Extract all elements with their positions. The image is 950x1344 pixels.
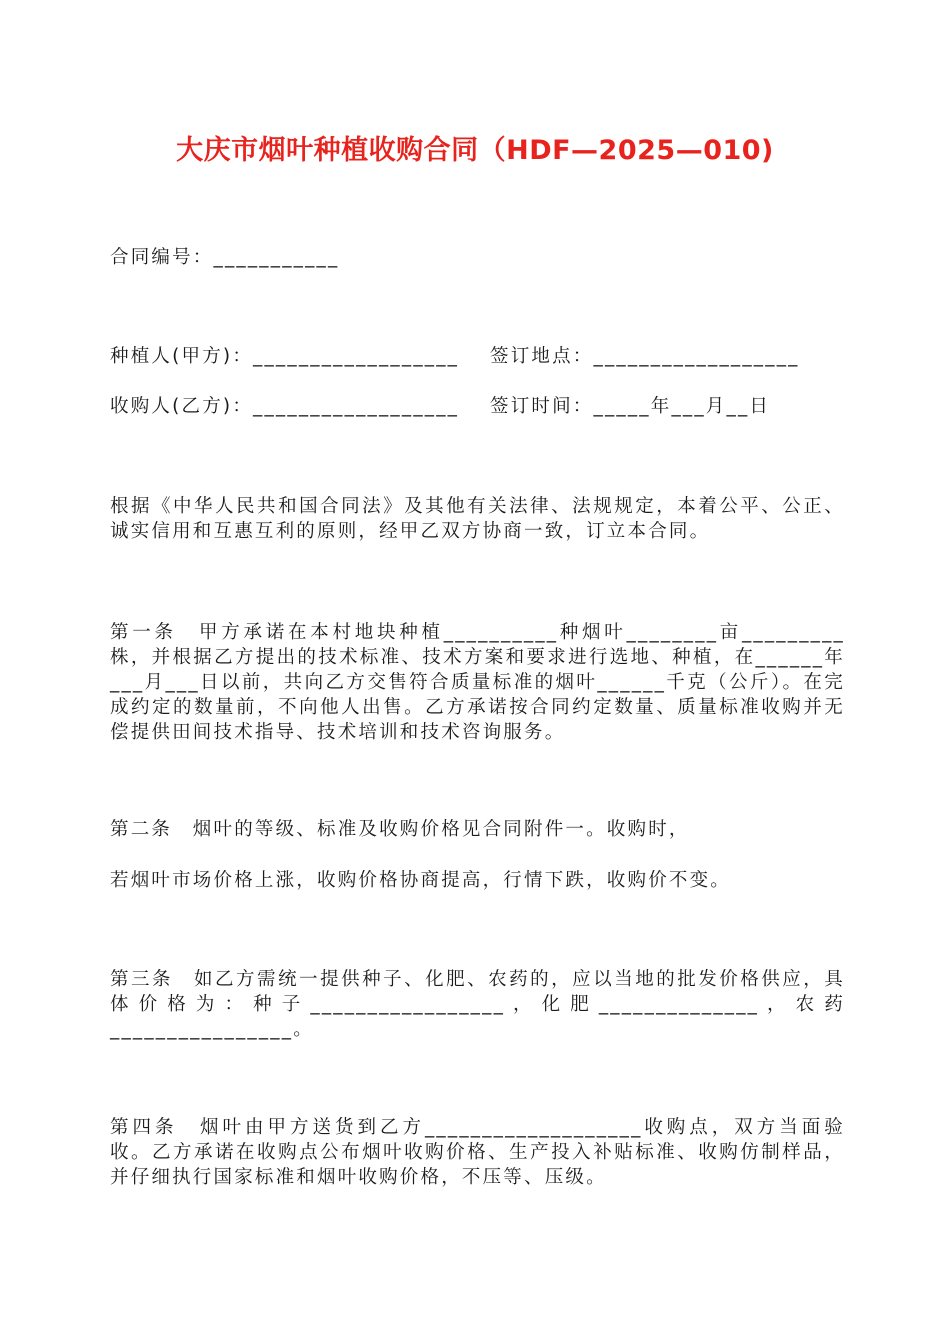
preamble-paragraph: 根据《中华人民共和国合同法》及其他有关法律、法规规定，本着公平、公正、诚实信用和互惠互利的原则，经甲乙双方协商一致，订立本合同。 (110, 496, 845, 542)
article-1-paragraph: 第一条 甲方承诺在本村地块种植__________种烟叶________亩_________株，并根据乙方提出的技术标准、技术方案和要求进行选地、种植，在______年___月___日以前，共向乙方交售符合质量标准的烟叶______千克（公斤）。在完成约定的数量前，不向他人出售。乙方承诺按合同约定数量、质量标准收购并无偿提供田间技术指导、技术培训和技术咨询服务。 (110, 622, 845, 743)
sign-time-line: 签订时间：_____年___月__日 (490, 396, 771, 417)
article-4-paragraph: 第四条 烟叶由甲方送货到乙方___________________收购点，双方当面验收。乙方承诺在收购点公布烟叶收购价格、生产投入补贴标准、收购仿制样品，并仔细执行国家标准和烟叶收购价格，不压等、压级。 (110, 1117, 845, 1188)
buyer-line: 收购人(乙方)：__________________ (110, 396, 460, 417)
article-2-line-2: 若烟叶市场价格上涨，收购价格协商提高，行情下跌，收购价不变。 (110, 870, 732, 891)
document-title: 大庆市烟叶种植收购合同（HDF—2025—010) (176, 135, 774, 166)
sign-place-line: 签订地点：__________________ (490, 346, 800, 367)
article-2-line-1: 第二条 烟叶的等级、标准及收购价格见合同附件一。收购时， (110, 819, 690, 840)
article-3-paragraph: 第三条 如乙方需统一提供种子、化肥、农药的，应以当地的批发价格供应，具体价格为：种子_________________，化肥______________，农药________________。 (110, 969, 845, 1040)
grower-line: 种植人(甲方)：__________________ (110, 346, 460, 367)
contract-number-line: 合同编号：___________ (110, 247, 340, 268)
